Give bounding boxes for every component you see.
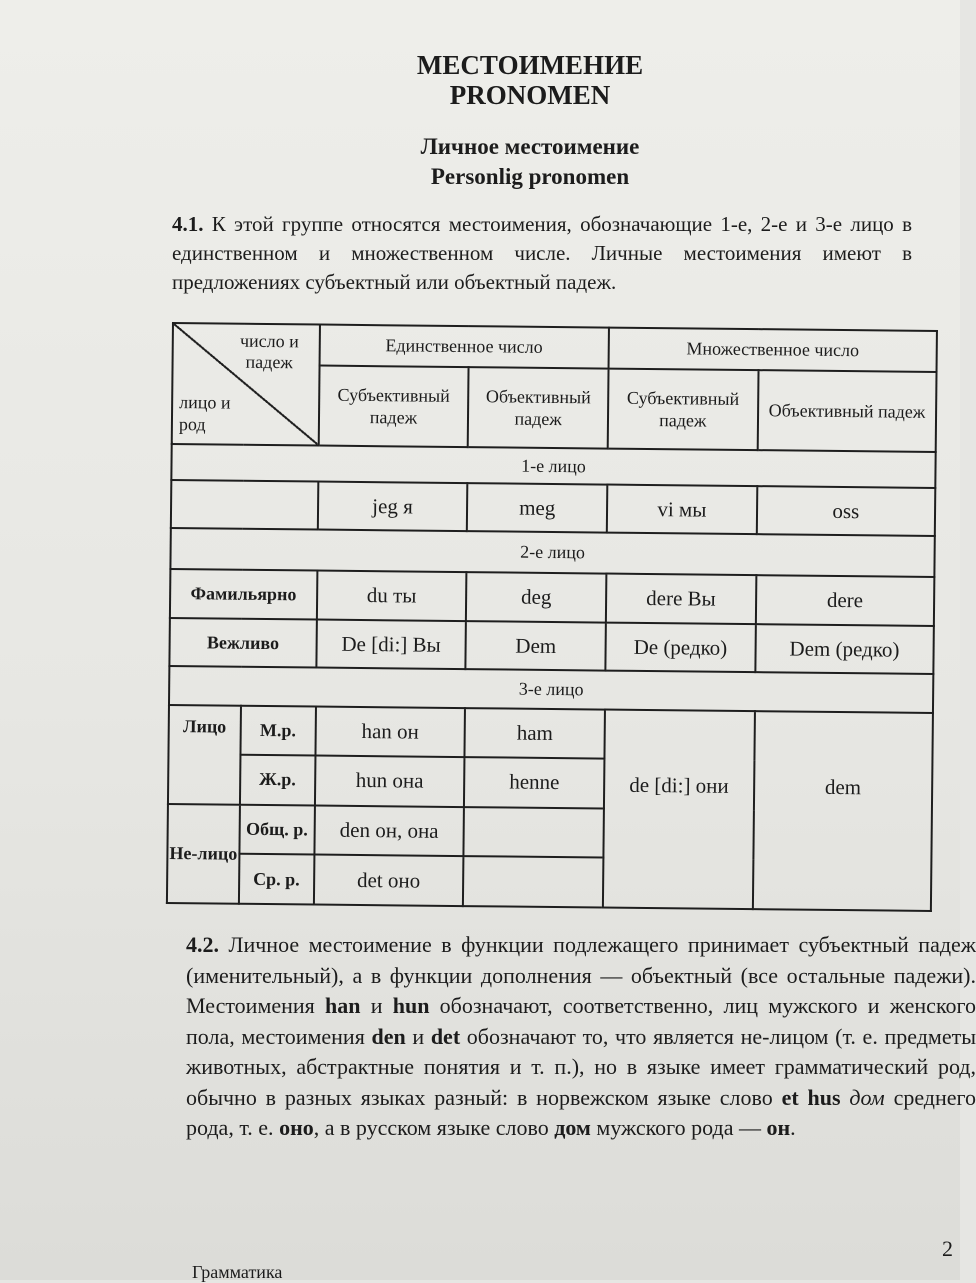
para2-term-ono: оно <box>279 1115 314 1140</box>
para2-text-1: Личное местоимение в функции подлежащего принимает субъектный падеж (именительный), а в функции дополнения — объектный (все остальные падежи). Местоимения <box>186 932 976 1018</box>
para2-text-10: . <box>790 1115 796 1140</box>
paragraph-4-1 <box>172 210 912 297</box>
cell-familiar-sg-obj: deg <box>466 572 606 623</box>
cell-neuter-obj <box>463 856 603 907</box>
para2-text-5: обозначают то, что является не-лицом (т. е. предметы животных, абстрактные понятия и т. п.), но в языке имеет грамматический род, обычно в разных языках разный: в норвежском языке слово <box>186 1023 976 1110</box>
cell-masc-subj: han он <box>315 706 465 757</box>
paragraph-number: 4.1. <box>172 212 204 236</box>
para2-text-3: обозначают, соответственно, лиц мужского и женского пола, местоимения <box>186 993 976 1049</box>
cell-first-sg-subj: jeg я <box>317 482 467 531</box>
header-plural: Множественное число <box>609 328 937 372</box>
cell-third-pl-obj-text: dem <box>824 774 862 799</box>
para2-text-4: и <box>405 1023 431 1049</box>
paragraph-number: 4.2. <box>186 932 219 957</box>
section-title-ru: Личное местоимение <box>420 134 640 159</box>
para2-term-dom: дом <box>554 1115 591 1140</box>
section-first-person: 1-е лицо <box>171 444 935 489</box>
cell-fem-obj: henne <box>464 757 604 808</box>
cell-polite-pl-subj: De (редко) <box>605 623 755 672</box>
cell-common-obj <box>464 807 604 858</box>
cell-third-pl-subj <box>603 709 755 909</box>
cell-polite-sg-obj: Dem <box>466 621 606 670</box>
section-second-person: 2-е лицо <box>170 528 934 577</box>
cell-familiar-pl-obj: dere <box>756 575 935 626</box>
section-title <box>0 132 960 192</box>
paragraph-4-2 <box>186 930 976 1144</box>
table-corner-header <box>172 323 320 445</box>
running-footer: Грамматика <box>192 1262 283 1282</box>
cell-fem-subj: hun она <box>315 756 465 807</box>
row-label-first <box>171 480 318 529</box>
cell-first-sg-obj: meg <box>467 483 607 532</box>
row-label-familiar: Фамильярно <box>170 569 317 620</box>
para2-text-2: и <box>360 993 393 1018</box>
cell-third-pl-subj-text: de [di:] они <box>629 772 729 798</box>
paragraph-text: К этой группе относятся местоимения, обозначающие 1-е, 2-е и 3-е лицо в единственном и множественном числе. Личные местоимения имеют в предложениях субъектный или объектный падеж. <box>172 212 912 294</box>
cell-neuter-subj: det оно <box>314 855 464 906</box>
chapter-title-ru: МЕСТОИМЕНИЕ <box>416 50 644 80</box>
header-pl-objective: Объективный падеж <box>757 370 936 452</box>
row-label-fem: Ж.р. <box>240 755 315 805</box>
para2-term-den: den <box>371 1023 406 1049</box>
row-label-person: Лицо <box>168 705 241 805</box>
row-label-nonperson: Не-лицо <box>167 804 240 904</box>
para2-term-hun: hun <box>392 993 430 1018</box>
chapter-title <box>0 50 960 110</box>
section-title-no: Personlig pronomen <box>430 164 630 189</box>
row-label-masc: М.р. <box>240 705 315 755</box>
para2-term-on: он <box>766 1115 791 1140</box>
cell-familiar-sg-subj: du ты <box>317 570 467 621</box>
cell-third-pl-obj <box>753 711 933 911</box>
para2-text-8: , а в русском языке слово <box>313 1115 555 1140</box>
cell-familiar-pl-subj: dere Вы <box>606 573 756 624</box>
para2-text-9: мужского рода — <box>590 1115 767 1140</box>
header-singular: Единственное число <box>319 325 609 369</box>
corner-person-gender: лицо и род <box>178 391 231 435</box>
para2-term-dom-italic: дом <box>849 1084 885 1110</box>
cell-polite-pl-obj: Dem (редко) <box>755 624 934 673</box>
pronoun-table <box>166 322 938 912</box>
para2-term-et-hus: et hus <box>781 1084 841 1110</box>
cell-masc-obj: ham <box>465 708 605 759</box>
cell-first-pl-subj: vi мы <box>607 485 757 534</box>
para2-term-han: han <box>325 993 361 1018</box>
header-sg-objective: Объективный падеж <box>468 367 609 448</box>
section-third-person: 3-е лицо <box>169 666 933 713</box>
row-label-neuter: Ср. р. <box>239 854 314 905</box>
para2-text-7: среднего рода, т. е. <box>186 1084 976 1140</box>
cell-first-pl-obj: oss <box>756 486 935 535</box>
row-label-common: Общ. р. <box>239 804 314 854</box>
header-pl-subjective: Субъективный падеж <box>608 369 758 450</box>
cell-polite-sg-subj: De [di:] Вы <box>316 620 466 669</box>
cell-common-subj: den он, она <box>314 805 464 856</box>
para2-term-det: det <box>430 1023 461 1049</box>
page-number: 2 <box>942 1236 953 1261</box>
row-label-polite: Вежливо <box>169 618 316 667</box>
chapter-title-no: PRONOMEN <box>449 80 611 110</box>
header-sg-subjective: Субъективный падеж <box>318 365 468 446</box>
corner-number-case: число и падеж <box>239 330 299 373</box>
